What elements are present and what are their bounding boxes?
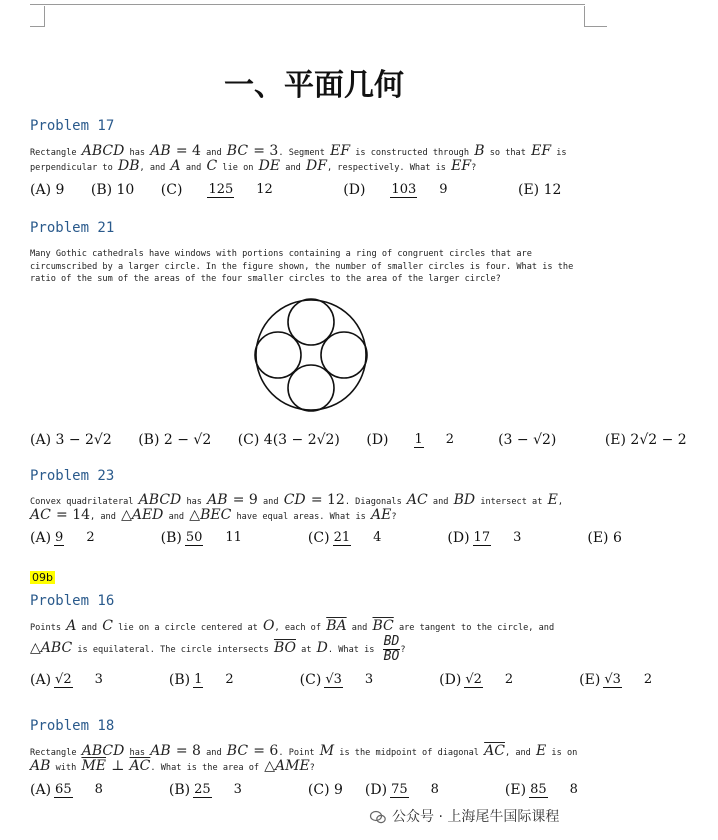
problem-18-heading: Problem 18 — [30, 718, 115, 734]
crop-mark-right — [584, 6, 607, 27]
large-circle — [256, 300, 366, 410]
small-circle-bottom — [288, 365, 334, 411]
choice-d: (D) 75 8 — [364, 781, 439, 798]
problem-23-choices — [30, 530, 644, 546]
choice-a: (A) √2 3 — [30, 671, 103, 688]
problem-21-choices — [30, 432, 709, 448]
problem-21-text: Many Gothic cathedrals have windows with portions containing a ring of congruent circles that are circumscribed by a larger circle. In the figure shown, the number of smaller circles is four. What is the ratio of the sum of the areas of the four smaller circles to the area of the larger circle? — [30, 249, 574, 284]
problem-23-text: Convex quadrilateral ABCD has AB = 9 and CD = 12. Diagonals AC and BD intersect at E, AC = 14, and △AED and △BEC have equal areas. What is AE? — [30, 492, 563, 523]
problem-18-choices — [30, 782, 644, 798]
choice-c: (C) 9 — [307, 782, 343, 798]
choice-e: (E) 6 — [587, 530, 622, 546]
choice-d: (D) √2 2 — [439, 671, 514, 688]
watermark: 公众号 · 上海尾牛国际课程 — [370, 806, 559, 826]
choice-d: (D) 1 2 (3 − √2) — [366, 431, 557, 448]
problem-17-choices — [30, 182, 583, 198]
problem-16-text: Points A and C lie on a circle centered at O, each of $\overline{BA}$ and $\overline{BC}$ are tangent to the circle, and △ABC is equilateral. The circle intersects $\overline{BO}$ at D. What is $\frac{BD}{BO}$ ? — [30, 618, 555, 664]
small-circle-top — [288, 299, 334, 345]
choice-e: (E) 12 — [517, 182, 562, 198]
gothic-window-figure — [253, 297, 369, 413]
highlight-label: 09b — [32, 571, 53, 584]
wechat-icon — [370, 810, 386, 824]
problem-16-heading: Problem 16 — [30, 593, 115, 609]
problem-21-heading: Problem 21 — [30, 220, 115, 236]
problem-18-text: Rectangle ABCD has AB = 8 and BC = 6. Point M is the midpoint of diagonal $\overline{AC}$, and E is on AB with $\overline{ME}$ ⊥ $\overline{AC}$. What is the area of △AME? — [30, 743, 578, 774]
small-circle-left — [255, 332, 301, 378]
choice-d: (D) 103 9 — [343, 181, 448, 198]
choice-c: (C) 4(3 − 2√2) — [237, 432, 340, 448]
choice-e: (E) 2√2 − 2 — [604, 432, 687, 448]
problem-23-heading: Problem 23 — [30, 468, 115, 484]
choice-b: (B) 10 — [90, 182, 135, 198]
problem-17-text: Rectangle ABCD has AB = 4 and BC = 3. Segment EF is constructed through B so that EF is perpendicular to DB, and A and C lie on DE and DF, respectively. What is EF? — [30, 143, 567, 174]
choice-c: (C) √3 3 — [299, 671, 374, 688]
choice-a: (A) 9 — [30, 182, 65, 198]
choice-b: (B) 25 3 — [168, 781, 242, 798]
page-top-rule — [30, 4, 585, 5]
choice-e: (E) 85 8 — [504, 781, 578, 798]
choice-b: (B) 1 2 — [168, 671, 234, 688]
crop-mark-left — [30, 6, 45, 27]
small-circle-right — [321, 332, 367, 378]
choice-e: (E) √3 2 — [579, 671, 653, 688]
choice-a: (A) 65 8 — [30, 781, 103, 798]
problem-17-heading: Problem 17 — [30, 118, 115, 134]
page-title: 一、平面几何 — [224, 68, 404, 103]
choice-c: (C) 125 12 — [160, 181, 273, 198]
problem-16-choices — [30, 672, 718, 688]
choice-b: (B) 2 − √2 — [138, 432, 212, 448]
choice-c: (C) 21 4 — [307, 529, 382, 546]
choice-a: (A) 9 2 — [30, 529, 95, 546]
choice-b: (B) 50 11 — [160, 529, 242, 546]
choice-d: (D) 17 3 — [447, 529, 522, 546]
choice-a: (A) 3 − 2√2 — [30, 432, 112, 448]
